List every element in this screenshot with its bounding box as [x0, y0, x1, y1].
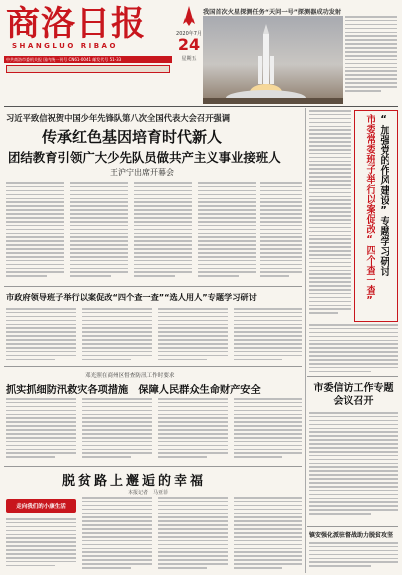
lead-title-2: 团结教育引领广大少先队员做共产主义事业接班人 — [8, 150, 281, 165]
info-strip: 中共商洛市委机关报 国内统一刊号 CN61-0041 邮发代号 51-33 — [4, 56, 172, 63]
weekday: 星期五 — [181, 56, 197, 62]
fourth-body-col-1 — [6, 518, 76, 572]
right-column-rule — [305, 108, 306, 573]
third-body-col-3 — [158, 398, 228, 464]
masthead-promo — [6, 65, 170, 73]
second-body-col-2 — [82, 308, 152, 364]
right-story-title: 市委信访工作专题会议召开 — [313, 383, 394, 407]
lead-divider — [4, 286, 302, 287]
fourth-story-byline: 本报记者 马亚菲 — [128, 490, 169, 496]
right-body-mid — [309, 324, 398, 374]
lead-kicker: 习近平致信祝贺中国少年先锋队第八次全国代表大会召开强调 — [6, 113, 231, 123]
date-block — [176, 6, 202, 72]
year-month: 2020年7月 — [176, 31, 202, 37]
lead-body-col-2 — [70, 182, 128, 282]
lead-title-1: 传承红色基因培育时代新人 — [42, 128, 223, 146]
second-story-title: 市政府领导班子举行以案促改“四个查一查”“选人用人”专题学习研讨 — [6, 292, 257, 302]
lead-subtitle: 王沪宁出席开幕会 — [110, 168, 174, 177]
feature-badge — [6, 499, 76, 513]
right-divider-2 — [307, 526, 398, 527]
third-story-kicker: 邓光照在商州区督查防汛工作时要求 — [85, 373, 175, 379]
masthead-divider — [4, 106, 398, 107]
lead-body-col-5 — [260, 182, 302, 282]
second-divider — [4, 366, 302, 367]
fourth-body-col-3 — [158, 497, 228, 572]
rocket-logo-icon — [183, 6, 195, 28]
right-body-top-1 — [309, 110, 351, 320]
bottom-right-title: 镇安强化派驻督战助力脱贫攻坚 — [309, 532, 394, 539]
second-body-col-4 — [234, 308, 302, 364]
third-story-title: 抓实抓细防汛救灾各项措施 保障人民群众生命财产安全 — [6, 385, 261, 396]
right-vertical-title-1: 市委常委班子举行以案促改“四个查一查” — [364, 114, 375, 306]
right-divider-1 — [307, 376, 398, 377]
feature-badge-label: 走向我们的小康生活 — [16, 504, 66, 510]
masthead-pinyin: SHANGLUO RIBAO — [12, 42, 118, 50]
right-vertical-title-2: “加强党的作风建设”专题学习研讨 — [378, 114, 389, 276]
masthead-title: 商洛日报 — [6, 4, 146, 44]
lead-body-col-3 — [134, 182, 192, 282]
top-headline-text — [345, 16, 397, 104]
bottom-right-body — [309, 542, 398, 572]
third-body-col-2 — [82, 398, 152, 464]
right-body-bottom — [309, 412, 398, 524]
rocket-launch-photo — [203, 16, 343, 104]
fourth-body-col-2 — [82, 497, 152, 572]
day-number: 24 — [177, 35, 201, 54]
top-headline: 我国首次火星探测任务“天问一号”探测器成功发射 — [203, 9, 342, 16]
third-body-col-1 — [6, 398, 76, 464]
second-body-col-1 — [6, 308, 76, 364]
second-body-col-3 — [158, 308, 228, 364]
lead-body-col-4 — [198, 182, 256, 282]
fourth-body-col-4 — [234, 497, 302, 572]
third-divider — [4, 466, 302, 467]
right-vertical-title-box — [354, 110, 398, 322]
fourth-story-title: 脱贫路上邂逅的幸福 — [62, 474, 207, 489]
third-body-col-4 — [234, 398, 302, 464]
lead-body-col-1 — [6, 182, 64, 282]
